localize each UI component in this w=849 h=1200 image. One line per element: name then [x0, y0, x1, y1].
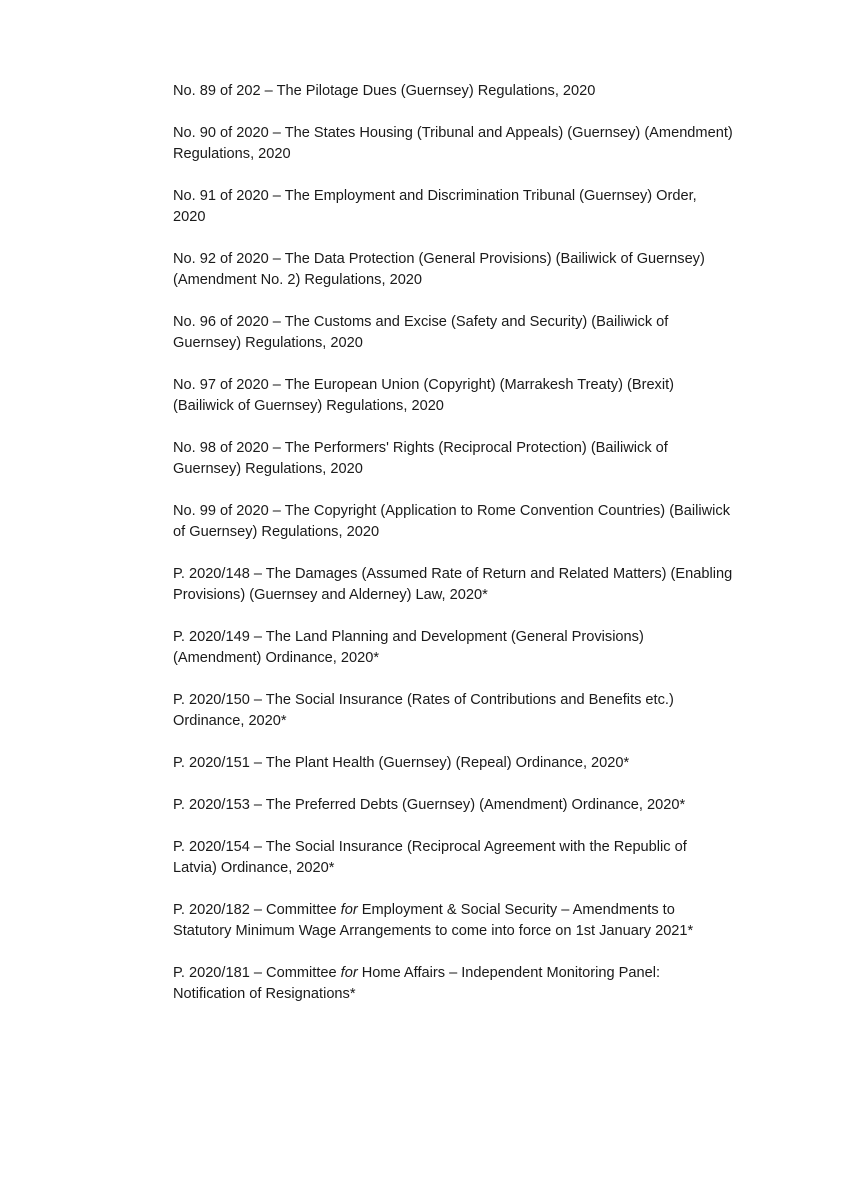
list-item: No. 90 of 2020 – The States Housing (Tribunal and Appeals) (Guernsey) (Amendment) Regulations, 2020	[173, 125, 733, 162]
list-item: P. 2020/153 – The Preferred Debts (Guernsey) (Amendment) Ordinance, 2020*	[173, 797, 686, 813]
list-item: No. 92 of 2020 – The Data Protection (General Provisions) (Bailiwick of Guernsey) (Amendment No. 2) Regulations, 2020	[173, 251, 705, 288]
entry-text-italic: for	[340, 965, 358, 981]
list-item: P. 2020/154 – The Social Insurance (Reciprocal Agreement with the Republic of Latvia) Ordinance, 2020*	[173, 839, 687, 876]
list-item: No. 89 of 202 – The Pilotage Dues (Guernsey) Regulations, 2020	[173, 83, 596, 99]
list-item	[173, 900, 733, 942]
list-item: No. 91 of 2020 – The Employment and Discrimination Tribunal (Guernsey) Order, 2020	[173, 188, 697, 225]
entry-text-after: Employment & Social Security – Amendments to Statutory Minimum Wage Arrangements to come into force on 1st January 2021*	[173, 902, 694, 939]
list-item: No. 96 of 2020 – The Customs and Excise (Safety and Security) (Bailiwick of Guernsey) Regulations, 2020	[173, 314, 669, 351]
list-item: No. 98 of 2020 – The Performers' Rights (Reciprocal Protection) (Bailiwick of Guernsey) Regulations, 2020	[173, 440, 668, 477]
list-item: No. 99 of 2020 – The Copyright (Application to Rome Convention Countries) (Bailiwick of Guernsey) Regulations, 2020	[173, 503, 731, 540]
entry-text-before: P. 2020/182 – Committee	[173, 902, 341, 918]
list-item	[173, 963, 733, 1005]
entry-text-italic: for	[340, 902, 358, 918]
entry-text-after: Home Affairs – Independent Monitoring Panel: Notification of Resignations*	[173, 965, 661, 1002]
list-item: No. 97 of 2020 – The European Union (Copyright) (Marrakesh Treaty) (Brexit) (Bailiwick of Guernsey) Regulations, 2020	[173, 377, 675, 414]
list-item: P. 2020/151 – The Plant Health (Guernsey) (Repeal) Ordinance, 2020*	[173, 755, 630, 771]
legislation-list	[173, 81, 733, 1026]
list-item: P. 2020/150 – The Social Insurance (Rates of Contributions and Benefits etc.) Ordinance, 2020*	[173, 692, 674, 729]
list-item: P. 2020/149 – The Land Planning and Development (General Provisions) (Amendment) Ordinance, 2020*	[173, 629, 644, 666]
list-item: P. 2020/148 – The Damages (Assumed Rate of Return and Related Matters) (Enabling Provisions) (Guernsey and Alderney) Law, 2020*	[173, 566, 733, 603]
entry-text-before: P. 2020/181 – Committee	[173, 965, 341, 981]
